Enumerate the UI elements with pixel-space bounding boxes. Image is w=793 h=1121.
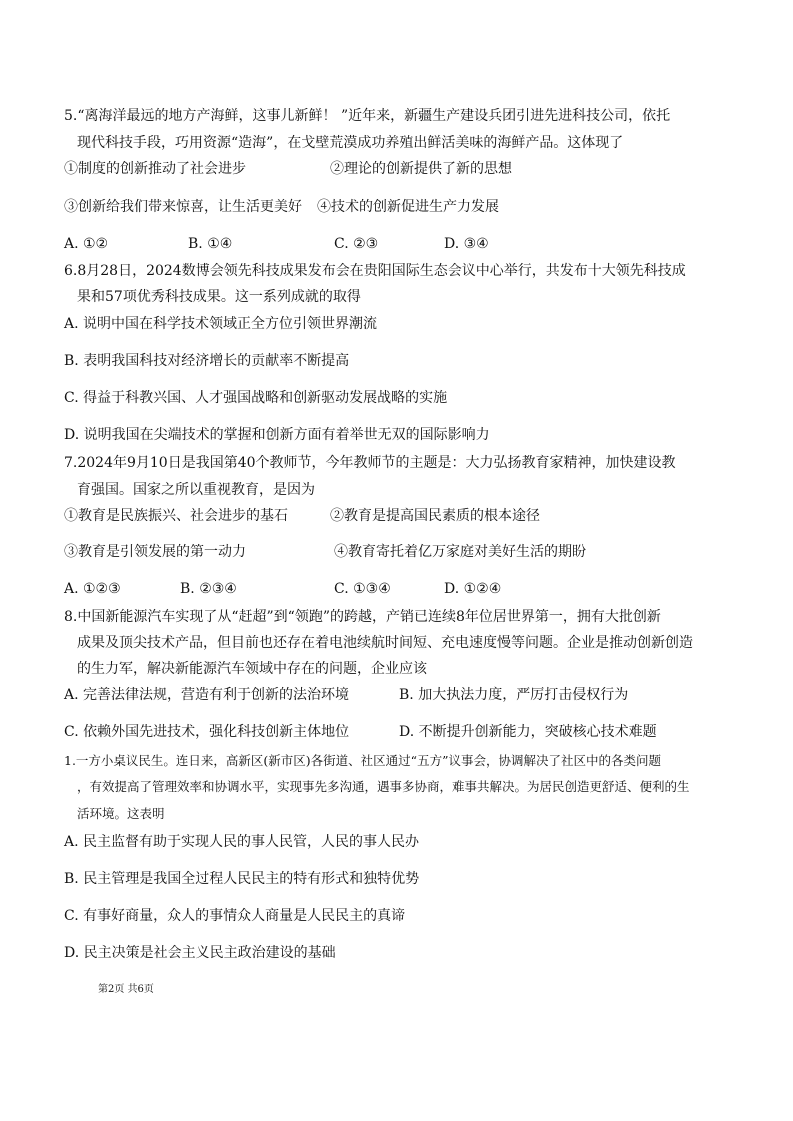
q1-option-b: B. 民主管理是我国全过程人民民主的特有形式和独特优势 xyxy=(64,871,420,887)
q1-stem-line2: ，有效提高了管理效率和协调水平，实现事先多沟通，遇事多协商，难事共解决。为居民创造更舒适、便利的生 xyxy=(77,779,690,794)
q8-stem-line3: 的生力军，解决新能源汽车领域中存在的问题，企业应该 xyxy=(77,661,427,677)
q6-option-a: A. 说明中国在科学技术领域正全方位引领世界潮流 xyxy=(64,316,378,332)
q1-stem-line3: 活环境。这表明 xyxy=(77,806,165,821)
q8-option-a: A. 完善法律法规，营造有利于创新的法治环境 xyxy=(64,687,350,703)
q8-option-b: B. 加大执法力度，严厉打击侵权行为 xyxy=(399,687,629,703)
q1-option-d: D. 民主决策是社会主义民主政治建设的基础 xyxy=(64,945,336,961)
q7-statement-4: ④教育寄托着亿万家庭对美好生活的期盼 xyxy=(334,544,586,560)
q8-option-d: D. 不断提升创新能力，突破核心技术难题 xyxy=(399,724,657,740)
q6-option-c: C. 得益于科教兴国、人才强国战略和创新驱动发展战略的实施 xyxy=(64,390,448,406)
q5-option-b: B. ①④ xyxy=(188,236,233,252)
q5-statement-4: ④技术的创新促进生产力发展 xyxy=(317,199,499,215)
q5-statement-1: ①制度的创新推动了社会进步 xyxy=(64,161,246,177)
q8-stem-line1: 8.中国新能源汽车实现了从“赶超”到“领跑”的跨越，产销已连续8年位居世界第一，拥有大批创新 xyxy=(64,609,661,625)
q7-statement-2: ②教育是提高国民素质的根本途径 xyxy=(330,508,540,524)
q5-option-d: D. ③④ xyxy=(444,236,489,252)
q6-option-d: D. 说明我国在尖端技术的掌握和创新方面有着举世无双的国际影响力 xyxy=(64,427,490,443)
q5-option-a: A. ①② xyxy=(64,236,109,252)
q6-option-b: B. 表明我国科技对经济增长的贡献率不断提高 xyxy=(64,353,350,369)
q5-option-c: C. ②③ xyxy=(334,236,379,252)
q1-stem-line1: 1.一方小桌议民生。连日来，高新区(新市区)各街道、社区通过“五方”议事会，协调解决了社区中的各类问题 xyxy=(64,753,661,768)
page-number: 第2页 共6页 xyxy=(98,984,154,995)
q6-stem-line2: 果和57项优秀科技成果。这一系列成就的取得 xyxy=(77,289,361,305)
q7-statement-1: ①教育是民族振兴、社会进步的基石 xyxy=(64,508,288,524)
q5-statement-3: ③创新给我们带来惊喜，让生活更美好 xyxy=(64,199,302,215)
q1-option-c: C. 有事好商量，众人的事情众人商量是人民民主的真谛 xyxy=(64,908,406,924)
q8-option-c: C. 依赖外国先进技术，强化科技创新主体地位 xyxy=(64,724,350,740)
q7-option-d: D. ①②④ xyxy=(444,581,502,597)
q7-stem-line1: 7.2024年9月10日是我国第40个教师节，今年教师节的主题是：大力弘扬教育家精神，加快建设教 xyxy=(64,455,676,471)
q7-stem-line2: 育强国。国家之所以重视教育，是因为 xyxy=(77,482,315,498)
q7-option-a: A. ①②③ xyxy=(64,581,121,597)
q1-option-a: A. 民主监督有助于实现人民的事人民管，人民的事人民办 xyxy=(64,834,420,850)
q5-stem-line2: 现代科技手段，巧用资源“造海”，在戈壁荒漠成功养殖出鲜活美味的海鲜产品。这体现了 xyxy=(77,135,624,151)
q7-option-c: C. ①③④ xyxy=(334,581,391,597)
q8-stem-line2: 成果及顶尖技术产品，但目前也还存在着电池续航时间短、充电速度慢等问题。企业是推动创新创造 xyxy=(77,635,693,651)
q7-statement-3: ③教育是引领发展的第一动力 xyxy=(64,544,246,560)
q6-stem-line1: 6.8月28日，2024数博会领先科技成果发布会在贵阳国际生态会议中心举行，共发布十大领先科技成 xyxy=(64,263,686,279)
q5-stem-line1: 5.“离海洋最远的地方产海鲜，这事儿新鲜！ ”近年来，新疆生产建设兵团引进先进科技公司，依托 xyxy=(64,108,671,124)
q7-option-b: B. ②③④ xyxy=(180,581,237,597)
q5-statement-2: ②理论的创新提供了新的思想 xyxy=(330,161,512,177)
